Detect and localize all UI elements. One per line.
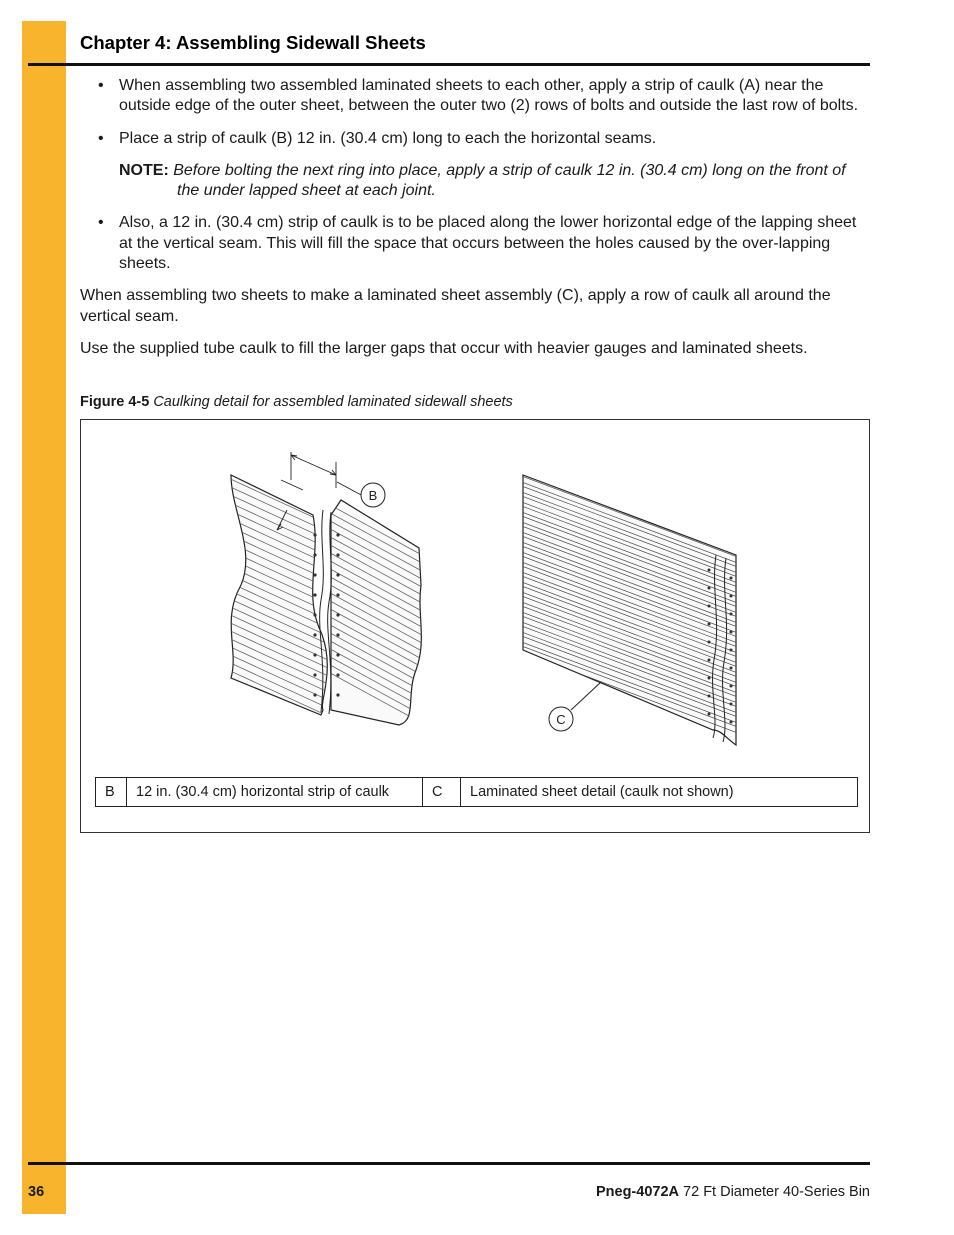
document-title: 72 Ft Diameter 40-Series Bin — [683, 1184, 870, 1200]
laminated-sheet-drawing — [511, 468, 751, 745]
paragraph: When assembling two sheets to make a laminated sheet assembly (C), apply a row of caulk all around the vertical seam. — [80, 287, 831, 325]
header-rule — [28, 63, 870, 66]
bullet-marker: • — [98, 129, 104, 147]
document-id: Pneg-4072A — [595, 1184, 679, 1200]
legend-key: C — [423, 778, 461, 806]
body-content — [80, 76, 870, 371]
note-block — [80, 161, 870, 202]
legend-key: B — [96, 778, 127, 806]
figure-legend-table — [95, 777, 858, 807]
note-label: NOTE: — [119, 161, 169, 179]
bullet-text: When assembling two assembled laminated sheets to each other, apply a strip of caulk (A) near the outside edge of the outer sheet, between the outer two (2) rows of bolts and outside the last row of bolts. — [119, 77, 859, 115]
bullet-item — [80, 76, 870, 117]
callout-b — [361, 483, 385, 507]
bullet-text: Place a strip of caulk (B) 12 in. (30.4 cm) long to each the horizontal seams. — [119, 129, 657, 147]
figure-caption — [80, 394, 513, 410]
figure-illustration — [81, 420, 869, 770]
legend-text: 12 in. (30.4 cm) horizontal strip of caulk — [127, 778, 423, 806]
callout-c-label: C — [556, 712, 566, 727]
bullet-text: Also, a 12 in. (30.4 cm) strip of caulk is to be placed along the lower horizontal edge of the lapping sheet at the vertical seam. This will fill the space that occurs between the holes caused by the over-lapping sheets. — [119, 214, 857, 273]
note-text: Before bolting the next ring into place, apply a strip of caulk 12 in. (30.4 cm) long on the front of the under lapped sheet at each joint. — [173, 161, 846, 200]
bullet-item — [80, 213, 870, 274]
side-accent-bar — [22, 21, 66, 1214]
callout-c — [549, 707, 573, 731]
figure-box — [80, 419, 870, 833]
callout-b-label: B — [368, 488, 378, 503]
figure-label: Figure 4-5 — [80, 394, 150, 410]
paragraph: Use the supplied tube caulk to fill the larger gaps that occur with heavier gauges and laminated sheets. — [80, 339, 808, 357]
bullet-marker: • — [98, 77, 104, 94]
bullet-item — [80, 129, 870, 149]
page-number: 36 — [28, 1184, 45, 1200]
chapter-title: Chapter 4: Assembling Sidewall Sheets — [80, 32, 426, 53]
footer-rule — [28, 1162, 870, 1165]
figure-caption-text: Caulking detail for assembled laminated sidewall sheets — [153, 394, 513, 410]
legend-text: Laminated sheet detail (caulk not shown) — [470, 784, 734, 800]
bullet-marker: • — [98, 214, 104, 232]
document-reference — [596, 1184, 870, 1200]
lapped-sheets-drawing — [211, 452, 431, 730]
